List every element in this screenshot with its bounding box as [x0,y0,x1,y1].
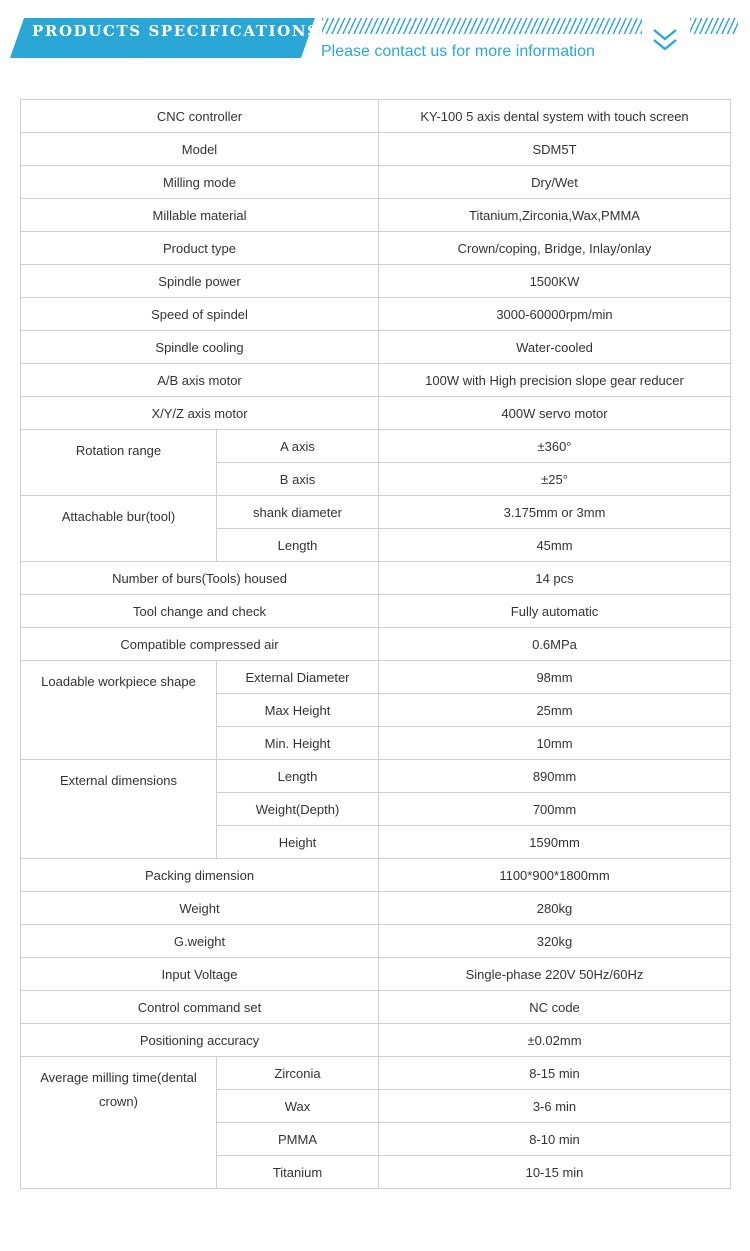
table-row [21,892,731,925]
spec-sublabel: Length [217,760,379,793]
spec-sublabel: Min. Height [217,727,379,760]
table-row [21,430,731,463]
spec-value: ±360° [379,430,731,463]
spec-value: 45mm [379,529,731,562]
spec-sublabel: Zirconia [217,1057,379,1090]
table-row [21,364,731,397]
spec-label: Product type [21,232,379,265]
spec-sublabel: Weight(Depth) [217,793,379,826]
spec-value: Dry/Wet [379,166,731,199]
table-row [21,199,731,232]
spec-group-label: Loadable workpiece shape [21,661,217,760]
table-row [21,100,731,133]
spec-value: 1500KW [379,265,731,298]
spec-value: 1590mm [379,826,731,859]
spec-label: X/Y/Z axis motor [21,397,379,430]
spec-sublabel: Wax [217,1090,379,1123]
spec-group-label: External dimensions [21,760,217,859]
spec-label: Weight [21,892,379,925]
spec-value: SDM5T [379,133,731,166]
section-title: PRODUCTS SPECIFICATIONS [32,22,320,40]
spec-value: 280kg [379,892,731,925]
spec-sublabel: PMMA [217,1123,379,1156]
spec-value: 700mm [379,793,731,826]
spec-value: Fully automatic [379,595,731,628]
spec-sublabel: External Diameter [217,661,379,694]
spec-label: G.weight [21,925,379,958]
spec-value: ±0.02mm [379,1024,731,1057]
spec-label: Tool change and check [21,595,379,628]
table-row [21,628,731,661]
spec-label: Spindle power [21,265,379,298]
table-row [21,166,731,199]
spec-label: Compatible compressed air [21,628,379,661]
spec-value: 25mm [379,694,731,727]
spec-value: 320kg [379,925,731,958]
spec-value: 8-10 min [379,1123,731,1156]
spec-value: ±25° [379,463,731,496]
spec-label: Millable material [21,199,379,232]
spec-value: 10-15 min [379,1156,731,1189]
spec-label: Control command set [21,991,379,1024]
table-row [21,232,731,265]
table-row [21,859,731,892]
spec-label: Positioning accuracy [21,1024,379,1057]
spec-label: A/B axis motor [21,364,379,397]
table-row [21,496,731,529]
spec-sublabel: A axis [217,430,379,463]
spec-value: 3-6 min [379,1090,731,1123]
table-row [21,562,731,595]
spec-sublabel: shank diameter [217,496,379,529]
spec-group-label: Average milling time(dental crown) [21,1057,217,1189]
spec-value: Titanium,Zirconia,Wax,PMMA [379,199,731,232]
specifications-table [20,99,731,1189]
spec-value: 98mm [379,661,731,694]
spec-value: 3000-60000rpm/min [379,298,731,331]
spec-sublabel: Height [217,826,379,859]
spec-value: 10mm [379,727,731,760]
table-row [21,760,731,793]
spec-value: Single-phase 220V 50Hz/60Hz [379,958,731,991]
spec-sublabel: Length [217,529,379,562]
table-row [21,991,731,1024]
spec-label: Number of burs(Tools) housed [21,562,379,595]
spec-sublabel: Max Height [217,694,379,727]
double-chevron-down-icon [651,27,679,53]
table-row [21,595,731,628]
spec-label: Spindle cooling [21,331,379,364]
spec-label: Input Voltage [21,958,379,991]
spec-label: Model [21,133,379,166]
table-row [21,958,731,991]
spec-value: 8-15 min [379,1057,731,1090]
contact-subtitle: Please contact us for more information [321,43,595,60]
table-row [21,265,731,298]
spec-group-label: Rotation range [21,430,217,496]
spec-value: 3.175mm or 3mm [379,496,731,529]
spec-banner [0,0,750,80]
spec-value: NC code [379,991,731,1024]
spec-group-label: Attachable bur(tool) [21,496,217,562]
spec-value: 400W servo motor [379,397,731,430]
spec-value: Water-cooled [379,331,731,364]
spec-value: 100W with High precision slope gear reducer [379,364,731,397]
decorative-stripes [322,18,642,34]
spec-value: KY-100 5 axis dental system with touch screen [379,100,731,133]
table-row [21,133,731,166]
spec-value: 0.6MPa [379,628,731,661]
spec-label: Milling mode [21,166,379,199]
table-row [21,1057,731,1090]
spec-sublabel: Titanium [217,1156,379,1189]
spec-value: Crown/coping, Bridge, Inlay/onlay [379,232,731,265]
table-row [21,925,731,958]
spec-value: 14 pcs [379,562,731,595]
table-row [21,397,731,430]
table-row [21,298,731,331]
spec-label: CNC controller [21,100,379,133]
table-row [21,331,731,364]
spec-label: Speed of spindel [21,298,379,331]
spec-value: 890mm [379,760,731,793]
decorative-stripes-right [690,18,738,34]
table-row [21,1024,731,1057]
spec-value: 1100*900*1800mm [379,859,731,892]
table-row [21,661,731,694]
spec-sublabel: B axis [217,463,379,496]
spec-label: Packing dimension [21,859,379,892]
